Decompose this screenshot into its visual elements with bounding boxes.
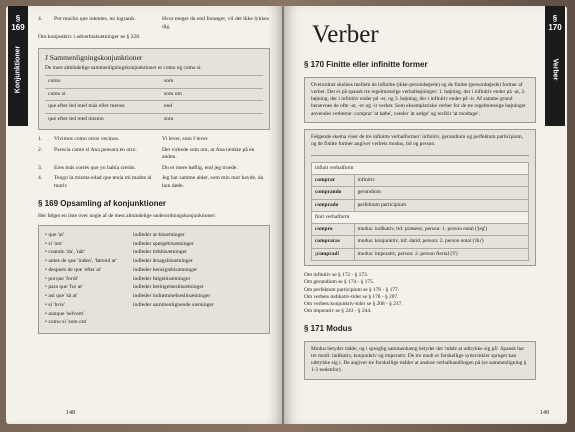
list-item: indleder hensigtsbisætninger: [133, 266, 198, 273]
modus-box: [304, 341, 536, 380]
list-item: indleder årsagsbisætninger: [133, 258, 193, 265]
table-row: ¡comprad! modus: imperativ, person: 2. person flertal ('I'): [312, 248, 529, 260]
references: [304, 272, 536, 316]
list-item: • para que 'for at': [45, 284, 83, 291]
conjunction-right-column: [133, 231, 263, 328]
list-item: Om gerundium se § 174 - § 175.: [304, 279, 375, 286]
right-page-number: 149: [540, 410, 549, 416]
table-row: comprando gerundium: [312, 187, 529, 199]
modus-text: Modus betyder måde, og i sproglig sammenhæng betyder det 'måde at udtrykke sig på'. Spansk har tre modi: indikativ, konjunktiv og imperativ. De tre modi er forskellige synsvinkler sproget kan udtrykke sig i. De angiver tre forskellige måder at anskue verbalhandlingen på (se sammenligning § 1-3 nedenfor).: [311, 345, 527, 374]
page-title: Verber: [312, 21, 379, 48]
list-item: • si 'om': [45, 240, 63, 247]
comparison-box: [38, 48, 270, 131]
section-169-intro: Her følger en liste over nogle af de mest almindelige underordningskonjunktioner:: [38, 213, 216, 220]
list-item: indleder indrømmelsesbisætninger: [133, 293, 211, 300]
list-item: • aunque 'selvom': [45, 310, 85, 317]
table-row: compraras modus: konjunktiv, tid: datid, person: 2. person ental ('du'): [312, 236, 529, 248]
list-item: indleder at-bisætninger: [133, 232, 185, 238]
verb-forms-intro: Følgende skema viser de tre infinitte verbalformer: infinitiv, gerundium og perfektum participium, og de finitte former angiver verbets modus, tid og person.: [311, 134, 524, 148]
list-item: Om infinitiv se § 172 - § 173.: [304, 272, 369, 278]
comparison-table: [45, 75, 263, 125]
divider: [311, 155, 529, 156]
example-row: 3. Eres más cortés que yo había creído. Du er mere høflig, end jeg troede.: [38, 164, 238, 171]
infinite-header: infinit verbalform: [312, 162, 529, 174]
box-title: J Sammenligningskonjunktioner: [45, 52, 143, 62]
table-row: como si som om: [45, 88, 263, 101]
table-row: como som: [45, 76, 263, 89]
list-item: Om verbets indikativ-tider se § 178 - § 207.: [304, 293, 399, 300]
right-tab-word: Verber: [551, 58, 559, 81]
list-item: indleder spørgebisætninger: [133, 240, 194, 247]
list-item: • después de que 'efter at': [45, 266, 102, 273]
finite-header: finit verbalform: [312, 211, 529, 223]
conjunction-left-column: [45, 231, 125, 328]
left-page-number: 148: [66, 410, 75, 416]
table-row: compro modus: indikativ, tid: præsens, person: 1. person ental ('jeg'): [312, 224, 529, 236]
left-content: [38, 16, 270, 334]
left-tab-section: § 169: [11, 14, 25, 32]
table-row: que efter led med más eller menos end: [45, 101, 263, 114]
conjunction-list: [38, 225, 270, 335]
list-item: • que 'at': [45, 232, 64, 238]
table-row: [312, 162, 529, 174]
list-item: indleder betingelsesbisætninger: [133, 284, 204, 291]
table-row: que efter led med mismo som: [45, 113, 263, 125]
left-side-tab: [8, 6, 28, 126]
table-row: [312, 211, 529, 223]
list-item: indleder sammenlignende sætninger: [133, 301, 214, 308]
list-item: indleder følgebisætninger: [133, 275, 191, 282]
verb-forms-box: [304, 129, 536, 266]
list-item: Om imperativ se § 243 - § 244.: [304, 308, 372, 315]
top-example-row: 4. Por mucho que intentes, no lograrás. Hvor meget du end forsøger, vil det ikke lykkes dig.: [38, 16, 269, 30]
section-169-title: § 169 Opsamling af konjunktioner: [38, 198, 167, 208]
example-row: 1. Vivimos como otros vecinos. Vi lever, som I lever.: [38, 136, 209, 143]
overview-box: [304, 77, 536, 123]
list-item: Om perfektum participium se § 176 - § 177.: [304, 286, 400, 293]
example-row: 4. Tengo la misma edad que tenía mi madre al morir. Jeg har samme alder, som min mor havde, da hun døde.: [38, 175, 264, 189]
note-line: Om konjunktiv i adverbialsætninger se § 228.: [38, 34, 141, 41]
list-item: • cuando 'da', 'når': [45, 249, 86, 256]
overview-text: Overordnet skelnes mellem de infinitte (ikke-personbøjede) og de finitte (personbøjede) former af verbet. Det er på spansk tre regelmæssige verbalbøjninger: 1. bøjning, der i infinitiv ender på -ar, 2. bøjning, der i infinitiv ender på -er, og 3. bøjning, der i infinitiv ender på -ir. Af samme grund benævnes de ofte -ar, -er og -ir verber. Som eksemplariske verber for de tre regelmæssige bøjninger anvendes verberne: comprar 'at købe', vender 'at sælge' og recibir 'at modtage'.: [311, 81, 526, 117]
list-item: • porque 'fordi': [45, 275, 79, 282]
list-item: • antes de que 'inden', 'førend at': [45, 258, 117, 265]
right-page: [284, 6, 567, 424]
list-item: • así que 'så at': [45, 293, 78, 300]
example-row: 2. Parecía como si Ana pensara en otro. Det virkede som om, at Ana tænkte på en anden.: [38, 146, 255, 161]
list-item: indleder tidsbisætninger: [133, 249, 187, 256]
verb-forms-table: [311, 162, 529, 261]
list-item: • si 'hvis': [45, 301, 65, 308]
table-row: comprado perfektum participium: [312, 199, 529, 211]
left-tab-word: Konjunktioner: [14, 45, 22, 94]
section-171-title: § 171 Modus: [304, 323, 353, 333]
right-content: [304, 18, 536, 386]
list-item: Om verbets konjunktiv-tider se § 208 - § 217.: [304, 301, 403, 308]
left-page: [6, 6, 282, 424]
list-item: • como si 'som om': [45, 319, 88, 326]
right-side-tab: [545, 6, 565, 126]
right-tab-section: § 170: [548, 14, 562, 32]
box-intro: De mest almindelige sammenligningskonjunktioner er como og como si.: [45, 64, 202, 71]
section-170-title: § 170 Finitte eller infinitte former: [304, 59, 428, 69]
table-row: comprar infinitiv: [312, 174, 529, 186]
